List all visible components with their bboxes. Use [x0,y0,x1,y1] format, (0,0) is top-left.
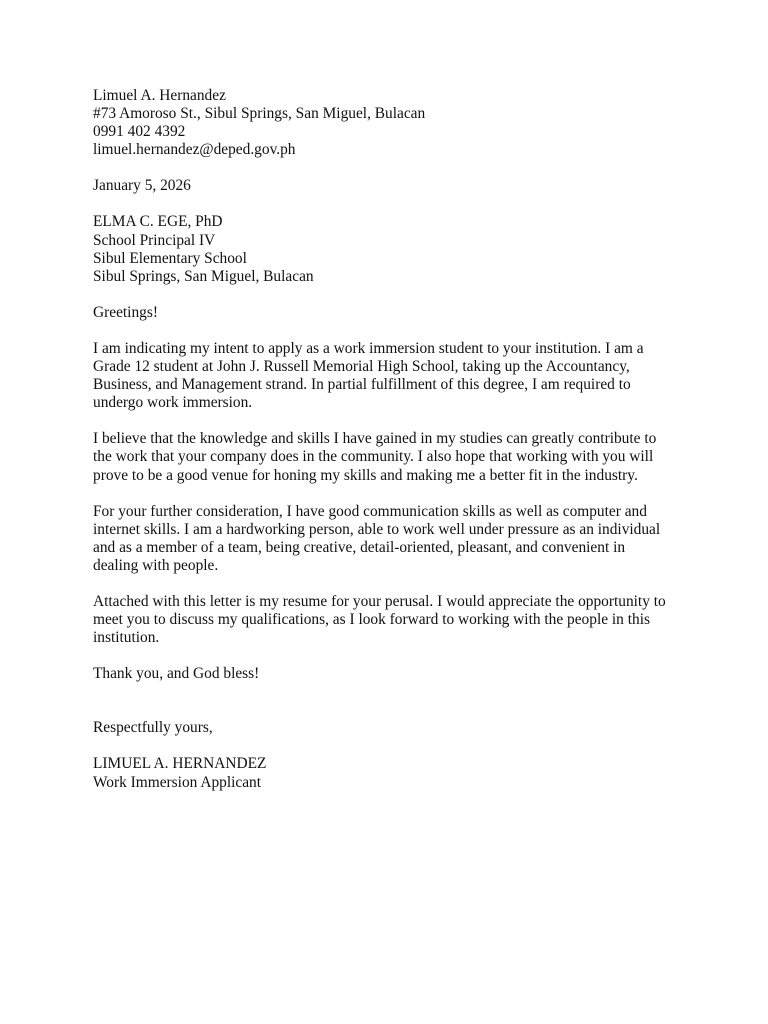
salutation: Greetings! [93,303,158,321]
thanks-block [93,665,673,683]
closing-block [93,719,673,737]
sender-block [93,87,673,159]
recipient-address: Sibul Springs, San Miguel, Bulacan [93,267,314,285]
recipient-school: Sibul Elementary School [93,249,247,267]
signature-title: Work Immersion Applicant [93,773,262,791]
salutation-block [93,304,673,322]
body-paragraph-2: I believe that the knowledge and skills I have gained in my studies can greatly contribute to the work that your company does in the community. I also hope that working with you will prove to be a good venue for honing my skills and making me a better fit in the industry. [93,430,657,484]
closing-line: Respectfully yours, [93,719,213,737]
sender-name: Limuel A. Hernandez [93,87,226,104]
body-paragraph-3: For your further consideration, I have good communication skills as well as computer and internet skills. I am a hardworking person, able to work well under pressure as an individual and as a member of a team, being creative, detail-oriented, pleasant, and convenient in dealing with people. [93,502,661,574]
date-block [93,177,673,195]
recipient-block [93,213,673,285]
recipient-title: School Principal IV [93,231,216,249]
signature-block [93,755,673,791]
sender-email: limuel.hernandez@deped.gov.ph [93,141,296,159]
letter [93,87,673,810]
letter-date: January 5, 2026 [93,177,191,195]
thanks-line: Thank you, and God bless! [93,665,260,683]
sender-address: #73 Amoroso St., Sibul Springs, San Miguel, Bulacan [93,105,426,123]
sender-phone: 0991 402 4392 [93,123,186,141]
body-paragraph-4: Attached with this letter is my resume for your perusal. I would appreciate the opportunity to meet you to discuss my qualifications, as I look forward to working with the people in this institution. [93,592,666,647]
body-paragraph-1: I am indicating my intent to apply as a work immersion student to your institution. I am a Grade 12 student at John J. Russell Memorial High School, taking up the Accountancy, Business, and Management strand. In partial fulfillment of this degree, I am required to undergo work immersion. [93,339,644,412]
signature-name: LIMUEL A. HERNANDEZ [93,755,267,773]
recipient-name: ELMA C. EGE, PhD [93,213,223,231]
